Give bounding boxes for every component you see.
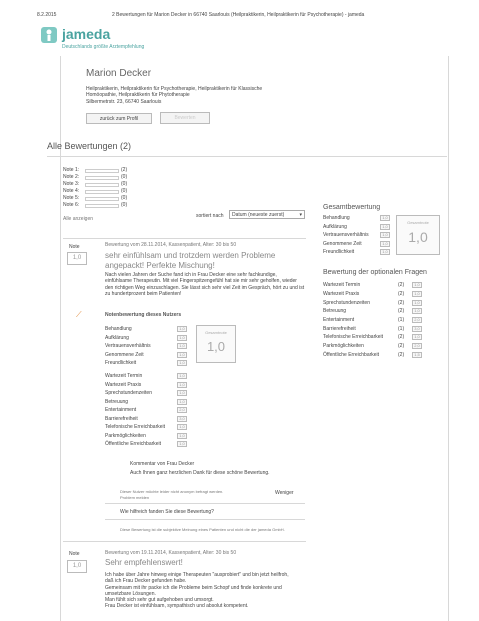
review2-body-line: Gemeinsam mit ihr packe ich die Probleme beim Schopf und finde konkrete und [105,584,282,591]
grade-row[interactable] [63,195,133,202]
user-grade-row [105,359,190,368]
review1-optional-grades [105,372,190,449]
grade-count: (0) [121,195,128,202]
grade-box: 1,0 [177,343,187,349]
logo-tagline: Deutschlands größte Arztempfehlung [62,44,145,50]
grade-box: 1,0 [412,300,422,306]
grade-count: (0) [121,181,128,188]
optional-label: Sprechstundenzeiten [323,299,370,306]
sort-value: Datum (neueste zuerst) [232,212,285,218]
optional-label: Entertainment [323,316,355,323]
overall-row [323,248,393,257]
overall-label: Freundlichkeit [323,249,355,256]
user-grade-row [105,325,190,334]
user-optional-label: Telefonische Erreichbarkeit [105,424,166,431]
grade-box: 2,0 [177,407,187,413]
optional-row [323,281,435,290]
overall-row [323,240,393,249]
specialties-line-1: Heilpraktikerin, Heilpraktikerin für Psychotherapie, Heilpraktikerin für Klassische [86,86,263,92]
grade-box: 1,0 [380,241,390,247]
grade-box: 1,0 [177,352,187,358]
user-optional-label: Sprechstundenzeiten [105,390,152,397]
optional-row [323,342,435,351]
user-optional-label: Barrierefreiheit [105,415,138,422]
grade-box: 1,0 [412,282,422,288]
disclaimer: Dieser Nutzer möchte leider nicht anonym befragt werden. [120,489,224,494]
grade-row[interactable] [63,202,133,209]
user-optional-row [105,415,190,424]
report-link[interactable]: Problem melden [120,495,150,500]
grade-bar [85,190,119,194]
review2-body-line: Man fühlt sich sehr gut aufgehoben und umsorgt. [105,597,214,603]
optional-row [323,316,435,325]
sort-select[interactable] [229,210,305,219]
grade-box: 1,0 [177,399,187,405]
chevron-down-icon: ▾ [299,212,302,218]
optional-count: (2) [398,282,405,289]
overall-row [323,231,393,240]
print-title: 2 Bewertungen für Marion Decker in 66740 Saarlouis (Heilpraktikerin, Heilpraktikerin für Psychotherapie) - jameda [112,12,365,18]
user-grade-row [105,342,190,351]
review2-body [105,572,320,610]
overall-label: Genommene Zeit [323,240,362,247]
review2-body-line: Frau Decker ist einfühlsam, sympathisch und absolut kompetent. [105,603,249,610]
grade-box: 1,0 [380,224,390,230]
grade-bar [85,204,119,208]
badge-label: Gesamtnote [407,220,429,225]
grade-bar [85,176,119,180]
grade-row[interactable] [63,181,133,188]
grade-box: 2,0 [412,317,422,323]
grade-distribution [63,167,133,209]
doctor-specialties [86,86,386,105]
user-grade-label: Vertrauensverhältnis [105,343,151,350]
grade-row[interactable] [63,167,133,174]
overall-label: Aufklärung [323,223,347,230]
user-optional-label: Parkmöglichkeiten [105,432,146,439]
grade-bar [85,197,119,201]
grade-bar [85,183,119,187]
review2-body-line: umsetzbare Lösungen. [105,590,156,597]
grade-box: 1,0 [412,334,422,340]
divider [105,519,305,520]
logo-text: jameda [62,26,111,42]
grade-count: (0) [121,174,128,181]
user-grade-row [105,351,190,360]
grade-box: 1,0 [177,335,187,341]
user-optional-row [105,389,190,398]
user-optional-row [105,423,190,432]
user-grade-label: Genommene Zeit [105,351,144,358]
grade-label: Note 1: [63,167,80,174]
show-all-link[interactable]: Alle anzeigen [63,216,94,222]
optional-items [323,281,435,359]
comment-body: Auch Ihnen ganz herzlichen Dank für diese schöne Bewertung. [130,470,270,476]
review2-meta: Bewertung vom 19.11.2014, Kassenpatient, Alter: 30 bis 50 [105,550,237,556]
optional-title: Bewertung der optionalen Fragen [323,269,427,276]
grade-box: 1,0 [177,382,187,388]
optional-row [323,351,435,360]
user-optional-row [105,406,190,415]
feather-icon: ⟋ [76,310,82,319]
user-grade-label: Aufklärung [105,334,129,341]
review2-body-line: Ich habe über Jahre hinweg einige Therapeuten "ausprobiert" und bin jetzt heilfroh, [105,572,289,578]
user-grade-label: Freundlichkeit [105,360,137,367]
grade-box: 1,0 [380,215,390,221]
logo-icon [40,26,58,44]
user-optional-label: Wartezeit Termin [105,373,143,380]
review1-headline: sehr einfühlsam und trotzdem werden Probleme angepackt! Perfekte Mischung! [105,251,276,270]
optional-row [323,324,435,333]
optional-count: (1) [398,325,405,332]
grade-box: 2,0 [412,343,422,349]
grade-count: (0) [121,188,128,195]
overall-label: Behandlung [323,215,350,222]
badge-value: 1,0 [408,229,428,245]
user-grades-title: Notenbewertung dieses Nutzers [105,312,182,318]
rate-button[interactable]: Bewerten [160,112,210,124]
specialties-line-2: Homöopathie, Heilpraktikerin für Phytotherapie [86,92,190,99]
grade-box: 1,5 [412,352,422,358]
user-optional-label: Öffentliche Erreichbarkeit [105,441,162,448]
grade-row[interactable] [63,174,133,181]
optional-label: Öffentliche Erreichbarkeit [323,351,380,358]
grade-box: 1,0 [412,291,422,297]
review2-headline: Sehr empfehlenswert! [105,558,183,567]
grade-box: 1,0 [177,424,187,430]
optional-count: (2) [398,299,405,306]
review1-badge [196,325,236,363]
grade-box: 3,0 [412,326,422,332]
grade-label: Note 5: [63,195,80,202]
user-grade-label: Behandlung [105,326,132,333]
grade-box: 1,0 [380,232,390,238]
optional-row [323,298,435,307]
user-optional-row [105,432,190,441]
opinion-note: Diese Bewertung ist die subjektive Meinung eines Patienten und nicht die der jameda GmbH. [120,527,285,532]
review1-grades [105,325,190,368]
review1-note-label: Note [69,244,80,250]
grade-box: 1,0 [412,308,422,314]
optional-label: Betreuung [323,308,347,315]
optional-count: (2) [398,334,405,341]
optional-count: (2) [398,290,405,297]
overall-items [323,214,393,257]
user-optional-row [105,372,190,381]
grade-box: 1,0 [177,390,187,396]
grade-label: Note 3: [63,181,80,188]
helpful-question: Wie hilfreich fanden Sie diese Bewertung? [120,509,214,515]
optional-count: (2) [398,308,405,315]
optional-label: Wartezeit Termin [323,282,361,289]
grade-box: 1,0 [177,373,187,379]
optional-row [323,333,435,342]
reviews-title: Alle Bewertungen (2) [47,141,132,151]
review2-body-line: daß ich Frau Decker gefunden habe. [105,578,187,585]
grade-label: Note 4: [63,188,80,195]
badge-value: 1,0 [206,339,226,354]
right-border [448,56,449,621]
divider [47,156,447,157]
sort-label: sortiert nach [196,213,224,219]
optional-row [323,307,435,316]
review1-note-value: 1,0 [67,252,87,265]
grade-box: 1,0 [177,360,187,366]
grade-row[interactable] [63,188,133,195]
less-link[interactable]: Weniger [275,490,294,496]
user-optional-row [105,398,190,407]
grade-label: Note 2: [63,174,80,181]
grade-label: Note 6: [63,202,80,209]
grade-count: (0) [121,202,128,209]
divider [63,238,306,239]
optional-row [323,290,435,299]
print-date: 8.2.2015 [37,12,57,18]
grade-box: 1,0 [177,441,187,447]
doctor-name: Marion Decker [86,68,152,79]
user-optional-label: Betreuung [105,398,129,405]
grade-bar [85,169,119,173]
overall-label: Vertrauensverhältnis [323,232,369,239]
review2-note-value: 1,0 [67,560,87,573]
doctor-address: Silbermetrstr. 23, 66740 Saarlouis [86,98,162,105]
review1-meta: Bewertung vom 28.11.2014, Kassenpatient, Alter: 30 bis 50 [105,242,237,248]
user-grade-row [105,334,190,343]
user-optional-label: Entertainment [105,407,137,414]
overall-title: Gesamtbewertung [323,204,381,211]
overall-row [323,223,393,232]
optional-label: Parkmöglichkeiten [323,343,364,350]
divider [63,541,306,542]
grade-box: 3,0 [177,416,187,422]
review1-body: Nach vielen Jahren der Suche fand ich in Frau Decker eine sehr fachkundige, einfühlsame Therapeutin. Mit viel Fingerspitzengefühl hat sie mir sehr geholfen, wieder den richtigen Weg einzuschlagen. Sie lässt sich sehr viel Zeit im Gespräch, hört zu und ist zu hundertprozent beim Patienten! [105,272,305,297]
badge-label: Gesamtnote [205,330,227,335]
optional-count: (2) [398,351,405,358]
review2-note-label: Note [69,551,80,557]
grade-box: 1,0 [380,249,390,255]
optional-label: Barrierefreiheit [323,325,356,332]
optional-count: (2) [398,343,405,350]
user-optional-row [105,440,190,449]
grade-count: (2) [121,167,128,174]
optional-label: Telefonische Erreichbarkeit [323,334,384,341]
optional-count: (1) [398,316,405,323]
back-to-profile-button[interactable]: zurück zum Profil [86,113,152,124]
grade-box: 1,0 [177,433,187,439]
comment-title: Kommentar von Frau Decker [130,461,195,467]
optional-label: Wartezeit Praxis [323,290,360,297]
user-optional-label: Wartezeit Praxis [105,381,142,388]
grade-box: 1,0 [177,326,187,332]
divider [105,503,305,504]
overall-row [323,214,393,223]
user-optional-row [105,381,190,390]
overall-badge [396,215,440,255]
